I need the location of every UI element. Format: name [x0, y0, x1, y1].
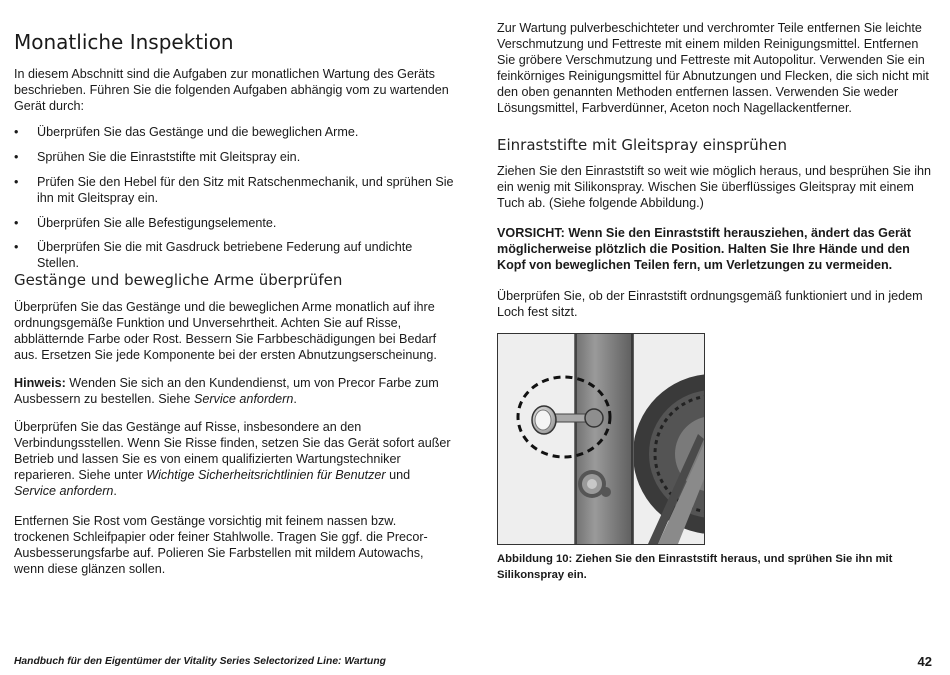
service-reference-link[interactable]: Service anfordern	[193, 392, 294, 406]
safety-guidelines-link[interactable]: Wichtige Sicherheitsrichtlinien für Benutzer	[146, 468, 386, 482]
pop-pin-illustration	[498, 334, 704, 544]
rust-paragraph: Entfernen Sie Rost vom Gestänge vorsichtig mit feinem nassen bzw. trockenen Schleifpapier oder feiner Stahlwolle. Tragen Sie ggf. die Precor-Ausbesserungsfarbe auf. Polieren Sie Farbstellen mit mildem Autowachs, wenn diese glänzen sollen.	[14, 514, 428, 576]
bullet-icon: •	[14, 125, 19, 139]
section-heading-linkage: Gestänge und bewegliche Arme überprüfen	[14, 271, 343, 289]
frame-tube	[574, 334, 634, 544]
figure-caption: Abbildung 10: Ziehen Sie den Einraststift heraus, und sprühen Sie ihn mit Silikonspray ein.	[497, 553, 893, 581]
list-item: • Überprüfen Sie das Gestänge und die beweglichen Arme.	[14, 125, 359, 139]
note-paragraph: Hinweis: Wenden Sie sich an den Kundendienst, um von Precor Farbe zum Ausbessern zu bestellen. Siehe Service anfordern.	[14, 376, 439, 406]
figure-pop-pin-image	[497, 333, 705, 545]
list-item: • Sprühen Sie die Einraststifte mit Gleitspray ein.	[14, 150, 301, 164]
check-pin-paragraph: Überprüfen Sie, ob der Einraststift ordnungsgemäß funktioniert und in jedem Loch fest sitzt.	[497, 289, 923, 319]
list-item: • Überprüfen Sie alle Befestigungselemente.	[14, 216, 277, 230]
bullet-icon: •	[14, 216, 19, 230]
section-heading-pins: Einraststifte mit Gleitspray einsprühen	[497, 136, 787, 154]
spray-paragraph: Ziehen Sie den Einraststift so weit wie möglich heraus, und besprühen Sie ihn ein wenig mit Silikonspray. Wischen Sie überflüssiges Gleitspray mit einem Tuch ab. (Siehe folgende Abbildung.)	[497, 164, 932, 210]
caution-paragraph: VORSICHT: Wenn Sie den Einraststift herausziehen, ändert das Gerät möglicherweise plötzlich die Position. Halten Sie Ihre Hände und den Kopf von beweglichen Teilen fern, um Verletzungen zu vermeiden.	[497, 226, 912, 272]
intro-paragraph: In diesem Abschnitt sind die Aufgaben zur monatlichen Wartung des Geräts beschrieben. Führen Sie die folgenden Aufgaben abhängig vom zu wartenden Gerät durch:	[14, 67, 449, 113]
task-list	[14, 124, 454, 270]
footer-manual-title: Handbuch für den Eigentümer der Vitality Series Selectorized Line: Wartung	[14, 656, 386, 667]
bullet-icon: •	[14, 175, 19, 189]
note-label: Hinweis:	[14, 376, 66, 390]
cleaning-paragraph: Zur Wartung pulverbeschichteter und verchromter Teile entfernen Sie leichte Verschmutzung und Fettreste mit einem milden Reinigungsmittel. Entfernen Sie gröbere Verschmutzung und Fettreste mit Autopolitur. Verwenden Sie ein feinkörniges Reinigungsmittel für Abnutzungen und Flecken, die sich nicht mit den oben genannten Methoden entfernen lassen. Verwenden Sie weder Lösungsmittel, Farbverdünner, Aceton noch Nagellackentferner.	[497, 21, 929, 115]
linkage-paragraph: Überprüfen Sie das Gestänge und die beweglichen Arme monatlich auf ihre ordnungsgemäße Funktion und Unversehrtheit. Achten Sie auf Risse, abblätternde Farbe oder Rost. Bessern Sie Farbbeschädigungen bei Bedarf aus. Ersetzen Sie jede Komponente bei der ersten Abnutzungserscheinung.	[14, 300, 437, 362]
page-number: 42	[917, 654, 932, 669]
list-item: • Prüfen Sie den Hebel für den Sitz mit Ratschenmechanik, und sprühen Sie ihn mit Gleitspray ein.	[14, 175, 454, 205]
bullet-icon: •	[14, 240, 19, 254]
service-reference-link[interactable]: Service anfordern	[14, 484, 114, 498]
crack-check-paragraph: Überprüfen Sie das Gestänge auf Risse, insbesondere an den Verbindungsstellen. Wenn Sie Risse finden, setzen Sie das Gerät sofort außer Betrieb und lassen Sie es von einem qualifizierten Wartungstechniker reparieren. Siehe unter Wichtige Sicherheitsrichtlinien für Benutzer und Service anfordern.	[14, 420, 451, 498]
page-title: Monatliche Inspektion	[14, 30, 234, 54]
list-item: • Überprüfen Sie die mit Gasdruck betriebene Federung auf undichte Stellen.	[14, 240, 413, 270]
bullet-icon: •	[14, 150, 19, 164]
